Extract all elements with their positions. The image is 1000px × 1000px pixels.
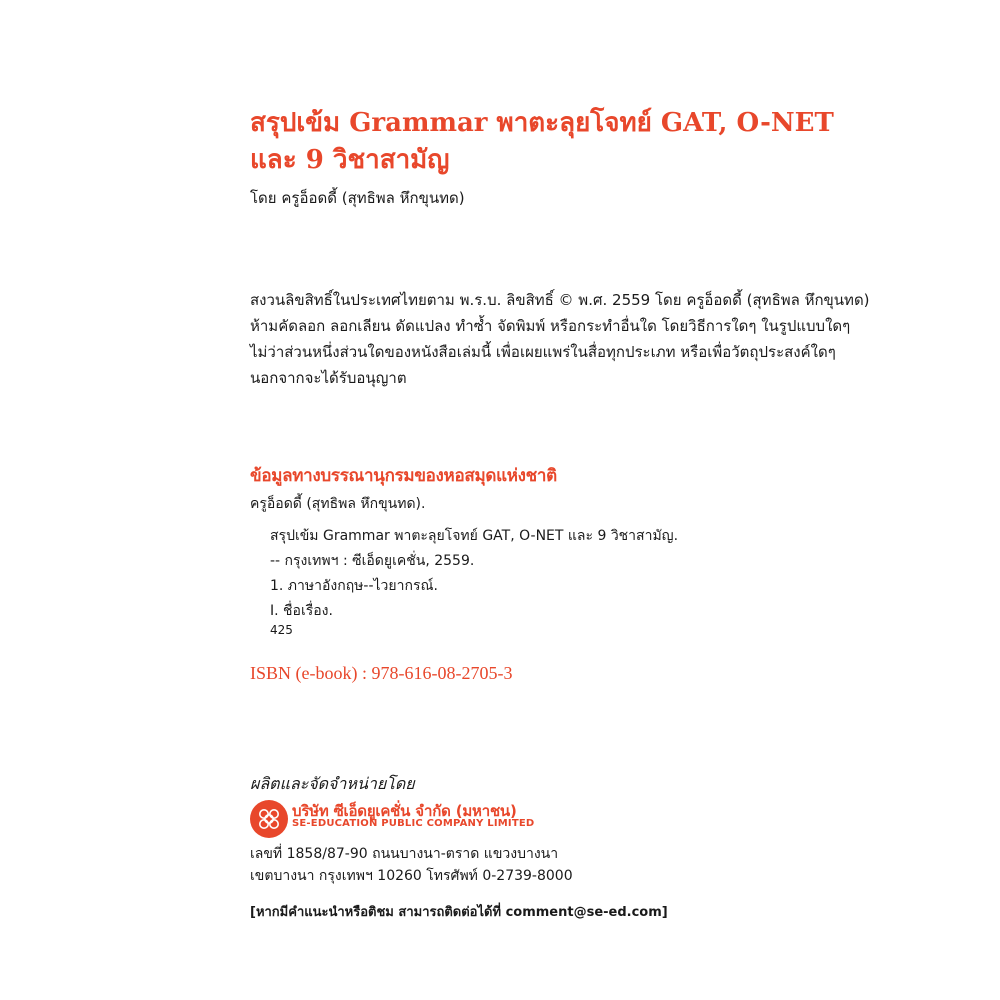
address-line: เขตบางนา กรุงเทพฯ 10260 โทรศัพท์ 0-2739-8000	[250, 868, 573, 884]
catalog-entry: I. ชื่อเรื่อง.	[270, 603, 333, 619]
catalog-entry: สรุปเข้ม Grammar พาตะลุยโจทย์ GAT, O-NET และ 9 วิชาสามัญ.	[270, 528, 679, 544]
company-name-english: SE-EDUCATION PUBLIC COMPANY LIMITED	[292, 818, 535, 829]
catalog-entry: -- กรุงเทพฯ : ซีเอ็ดยูเคชั่น, 2559.	[270, 553, 475, 569]
copyright-line: ห้ามคัดลอก ลอกเลียน ดัดแปลง ทำซ้ำ จัดพิมพ์ หรือกระทำอื่นใด โดยวิธีการใดๆ ในรูปแบบใดๆ	[250, 317, 851, 335]
address-line: เลขที่ 1858/87-90 ถนนบางนา-ตราด แขวงบางนา	[250, 846, 559, 862]
book-title	[250, 105, 970, 179]
company-name-thai: บริษัท ซีเอ็ดยูเคชั่น จำกัด (มหาชน)	[292, 802, 517, 820]
copyright-line: ไม่ว่าส่วนหนึ่งส่วนใดของหนังสือเล่มนี้ เพื่อเผยแพร่ในสื่อทุกประเภท หรือเพื่อวัตถุประสงค์ใดๆ	[250, 343, 836, 361]
copyright-notice	[250, 287, 970, 391]
catalog-entry: 1. ภาษาอังกฤษ--ไวยากรณ์.	[270, 578, 438, 594]
copyright-line: นอกจากจะได้รับอนุญาต	[250, 369, 407, 387]
author-line: โดย ครูอ็อดดี้ (สุทธิพล หึกขุนทด)	[250, 189, 465, 207]
publisher-address	[250, 843, 573, 887]
distributor-label: ผลิตและจัดจำหน่ายโดย	[250, 774, 415, 793]
catalog-entries	[270, 524, 678, 624]
isbn: ISBN (e-book) : 978-616-08-2705-3	[250, 663, 513, 683]
se-ed-logo-icon	[250, 800, 288, 838]
book-title-line-2: และ 9 วิชาสามัญ	[250, 145, 450, 175]
catalog-author: ครูอ็อดดี้ (สุทธิพล หึกขุนทด).	[250, 496, 426, 512]
catalog-code: 425	[270, 623, 293, 637]
copyright-line: สงวนลิขสิทธิ์ในประเทศไทยตาม พ.ร.บ. ลิขสิทธิ์ © พ.ศ. 2559 โดย ครูอ็อดดี้ (สุทธิพล หึกขุนทด)	[250, 291, 870, 309]
feedback-contact: [หากมีคำแนะนำหรือติชม สามารถติดต่อได้ที่ comment@se-ed.com]	[250, 905, 668, 920]
catalog-heading: ข้อมูลทางบรรณานุกรมของหอสมุดแห่งชาติ	[250, 466, 557, 486]
book-title-line-1: สรุปเข้ม Grammar พาตะลุยโจทย์ GAT, O-NET	[250, 108, 834, 138]
